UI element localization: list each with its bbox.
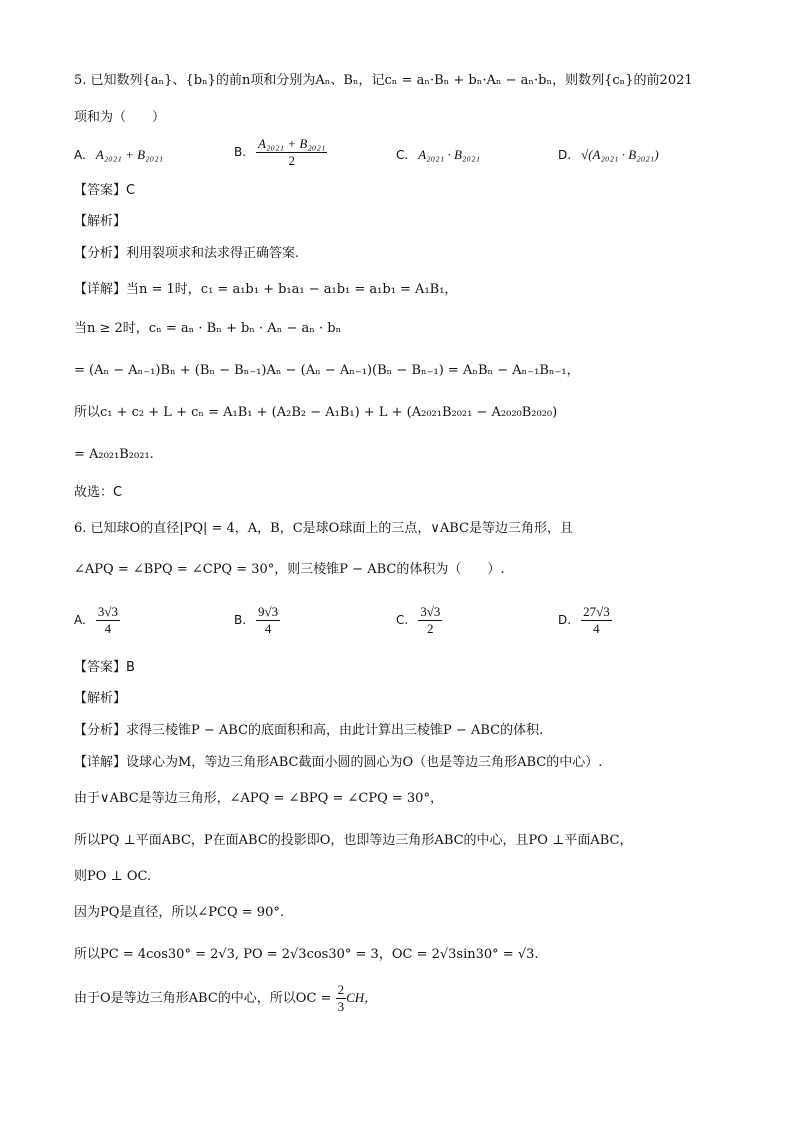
q6-solution-line5: 所以PC = 4cos30° = 2√3, PO = 2√3cos30° = 3，OC = 2√3sin30° = √3. xyxy=(74,947,539,962)
option-label: D. xyxy=(558,613,572,627)
option-label: A. xyxy=(74,148,86,162)
q5-step4: = A₂₀₂₁B₂₀₂₁. xyxy=(74,447,154,462)
q5-step1: 当n ≥ 2时，cₙ = aₙ · Bₙ + bₙ · Aₙ − aₙ · bₙ xyxy=(74,321,342,336)
q5-xiangjie: 【详解】当n = 1时，c₁ = a₁b₁ + b₁a₁ − a₁b₁ = a₁b₁ = A₁B₁， xyxy=(74,282,458,297)
q5-answer: 【答案】C xyxy=(74,183,136,198)
q5-step3: 所以c₁ + c₂ + L + cₙ = A₁B₁ + (A₂B₂ − A₁B₁) + L + (A₂₀₂₁B₂₀₂₁ − A₂₀₂₀B₂₀₂₀) xyxy=(74,405,558,420)
q6-fenxi: 【分析】求得三棱锥P − ABC的底面积和高，由此计算出三棱锥P − ABC的体积. xyxy=(74,723,544,738)
fraction-numerator: 3√3 xyxy=(420,604,441,619)
option-label: D. xyxy=(558,148,572,162)
q6-solution-line6 xyxy=(74,982,377,1015)
q6-option-d-fraction xyxy=(581,604,612,637)
q5-option-b xyxy=(234,136,327,169)
q5-step2: = (Aₙ − Aₙ₋₁)Bₙ + (Bₙ − Bₙ₋₁)Aₙ − (Aₙ − Aₙ₋₁)(Bₙ − Bₙ₋₁) = AₙBₙ − Aₙ₋₁Bₙ₋₁， xyxy=(74,363,580,378)
q5-option-d-text: √(A₂₀₂₁ · B₂₀₂₁) xyxy=(581,147,659,162)
q5-option-b-fraction xyxy=(256,136,327,169)
option-label: C. xyxy=(396,148,409,162)
q5-option-a-text: A₂₀₂₁ + B₂₀₂₁ xyxy=(95,147,164,162)
q6-stem-line2: ∠APQ = ∠BPQ = ∠CPQ = 30°，则三棱锥P − ABC的体积为（ ）. xyxy=(74,562,505,577)
q5-fenxi: 【分析】利用裂项求和法求得正确答案. xyxy=(74,246,300,261)
fraction-numerator: 2 xyxy=(337,982,345,997)
q6-solution-line2: 所以PQ ⊥平面ABC，P在面ABC的投影即O，也即等边三角形ABC的中心，且PO ⊥平面ABC， xyxy=(74,833,633,848)
fraction-denominator: 3 xyxy=(337,999,345,1014)
fraction-denominator: 4 xyxy=(104,621,112,636)
fraction-denominator: 2 xyxy=(427,621,434,636)
q6-option-a xyxy=(74,604,120,637)
q5-option-c xyxy=(396,146,480,165)
q5-jiexi-heading: 【解析】 xyxy=(74,214,127,229)
q5-option-c-text: A₂₀₂₁ · B₂₀₂₁ xyxy=(418,147,480,162)
option-label: B. xyxy=(234,145,247,159)
q5-stem-line1: 5. 已知数列{aₙ}、{bₙ}的前n项和分别为Aₙ、Bₙ，记cₙ = aₙ·Bₙ + bₙ·Aₙ − aₙ·bₙ，则数列{cₙ}的前2021 xyxy=(74,73,693,88)
option-label: B. xyxy=(234,613,247,627)
q6-option-a-fraction xyxy=(96,604,120,637)
fraction-denominator: 4 xyxy=(593,621,600,636)
q6-solution-fraction xyxy=(336,982,347,1015)
q6-stem-line1: 6. 已知球O的直径|PQ| = 4，A，B，C是球O球面上的三点，∨ABC是等边三角形，且 xyxy=(74,521,573,536)
q6-solution-line3: 则PO ⊥ OC. xyxy=(74,869,152,884)
fraction-numerator: A₂₀₂₁ + B₂₀₂₁ xyxy=(258,136,326,151)
q5-option-d xyxy=(558,146,659,165)
q6-jiexi-heading: 【解析】 xyxy=(74,691,127,706)
option-label: C. xyxy=(396,613,409,627)
fraction-numerator: 3√3 xyxy=(97,604,118,619)
option-label: A. xyxy=(74,613,86,627)
q6-solution-line6-tail: CH， xyxy=(346,990,378,1005)
q6-solution-line1: 由于∨ABC是等边三角形，∠APQ = ∠BPQ = ∠CPQ = 30°， xyxy=(74,791,443,806)
q6-option-c xyxy=(396,604,442,637)
fraction-denominator: 2 xyxy=(288,153,295,168)
q6-solution-line6-text: 由于O是等边三角形ABC的中心，所以OC = xyxy=(74,991,332,1006)
q6-xiangjie: 【详解】设球心为M，等边三角形ABC截面小圆的圆心为O（也是等边三角形ABC的中心）. xyxy=(74,755,603,770)
fraction-denominator: 4 xyxy=(264,621,272,636)
q6-option-c-fraction xyxy=(418,604,442,637)
q5-stem-line2: 项和为（ ） xyxy=(74,110,166,125)
q6-solution-line4: 因为PQ是直径，所以∠PCQ = 90°. xyxy=(74,905,284,920)
q5-option-a xyxy=(74,146,163,165)
q5-choose: 故选：C xyxy=(74,485,123,500)
fraction-numerator: 9√3 xyxy=(258,604,279,619)
q6-option-b xyxy=(234,604,280,637)
q6-answer: 【答案】B xyxy=(74,660,135,675)
q6-option-d xyxy=(558,604,612,637)
q6-option-b-fraction xyxy=(256,604,280,637)
fraction-numerator: 27√3 xyxy=(583,604,610,619)
